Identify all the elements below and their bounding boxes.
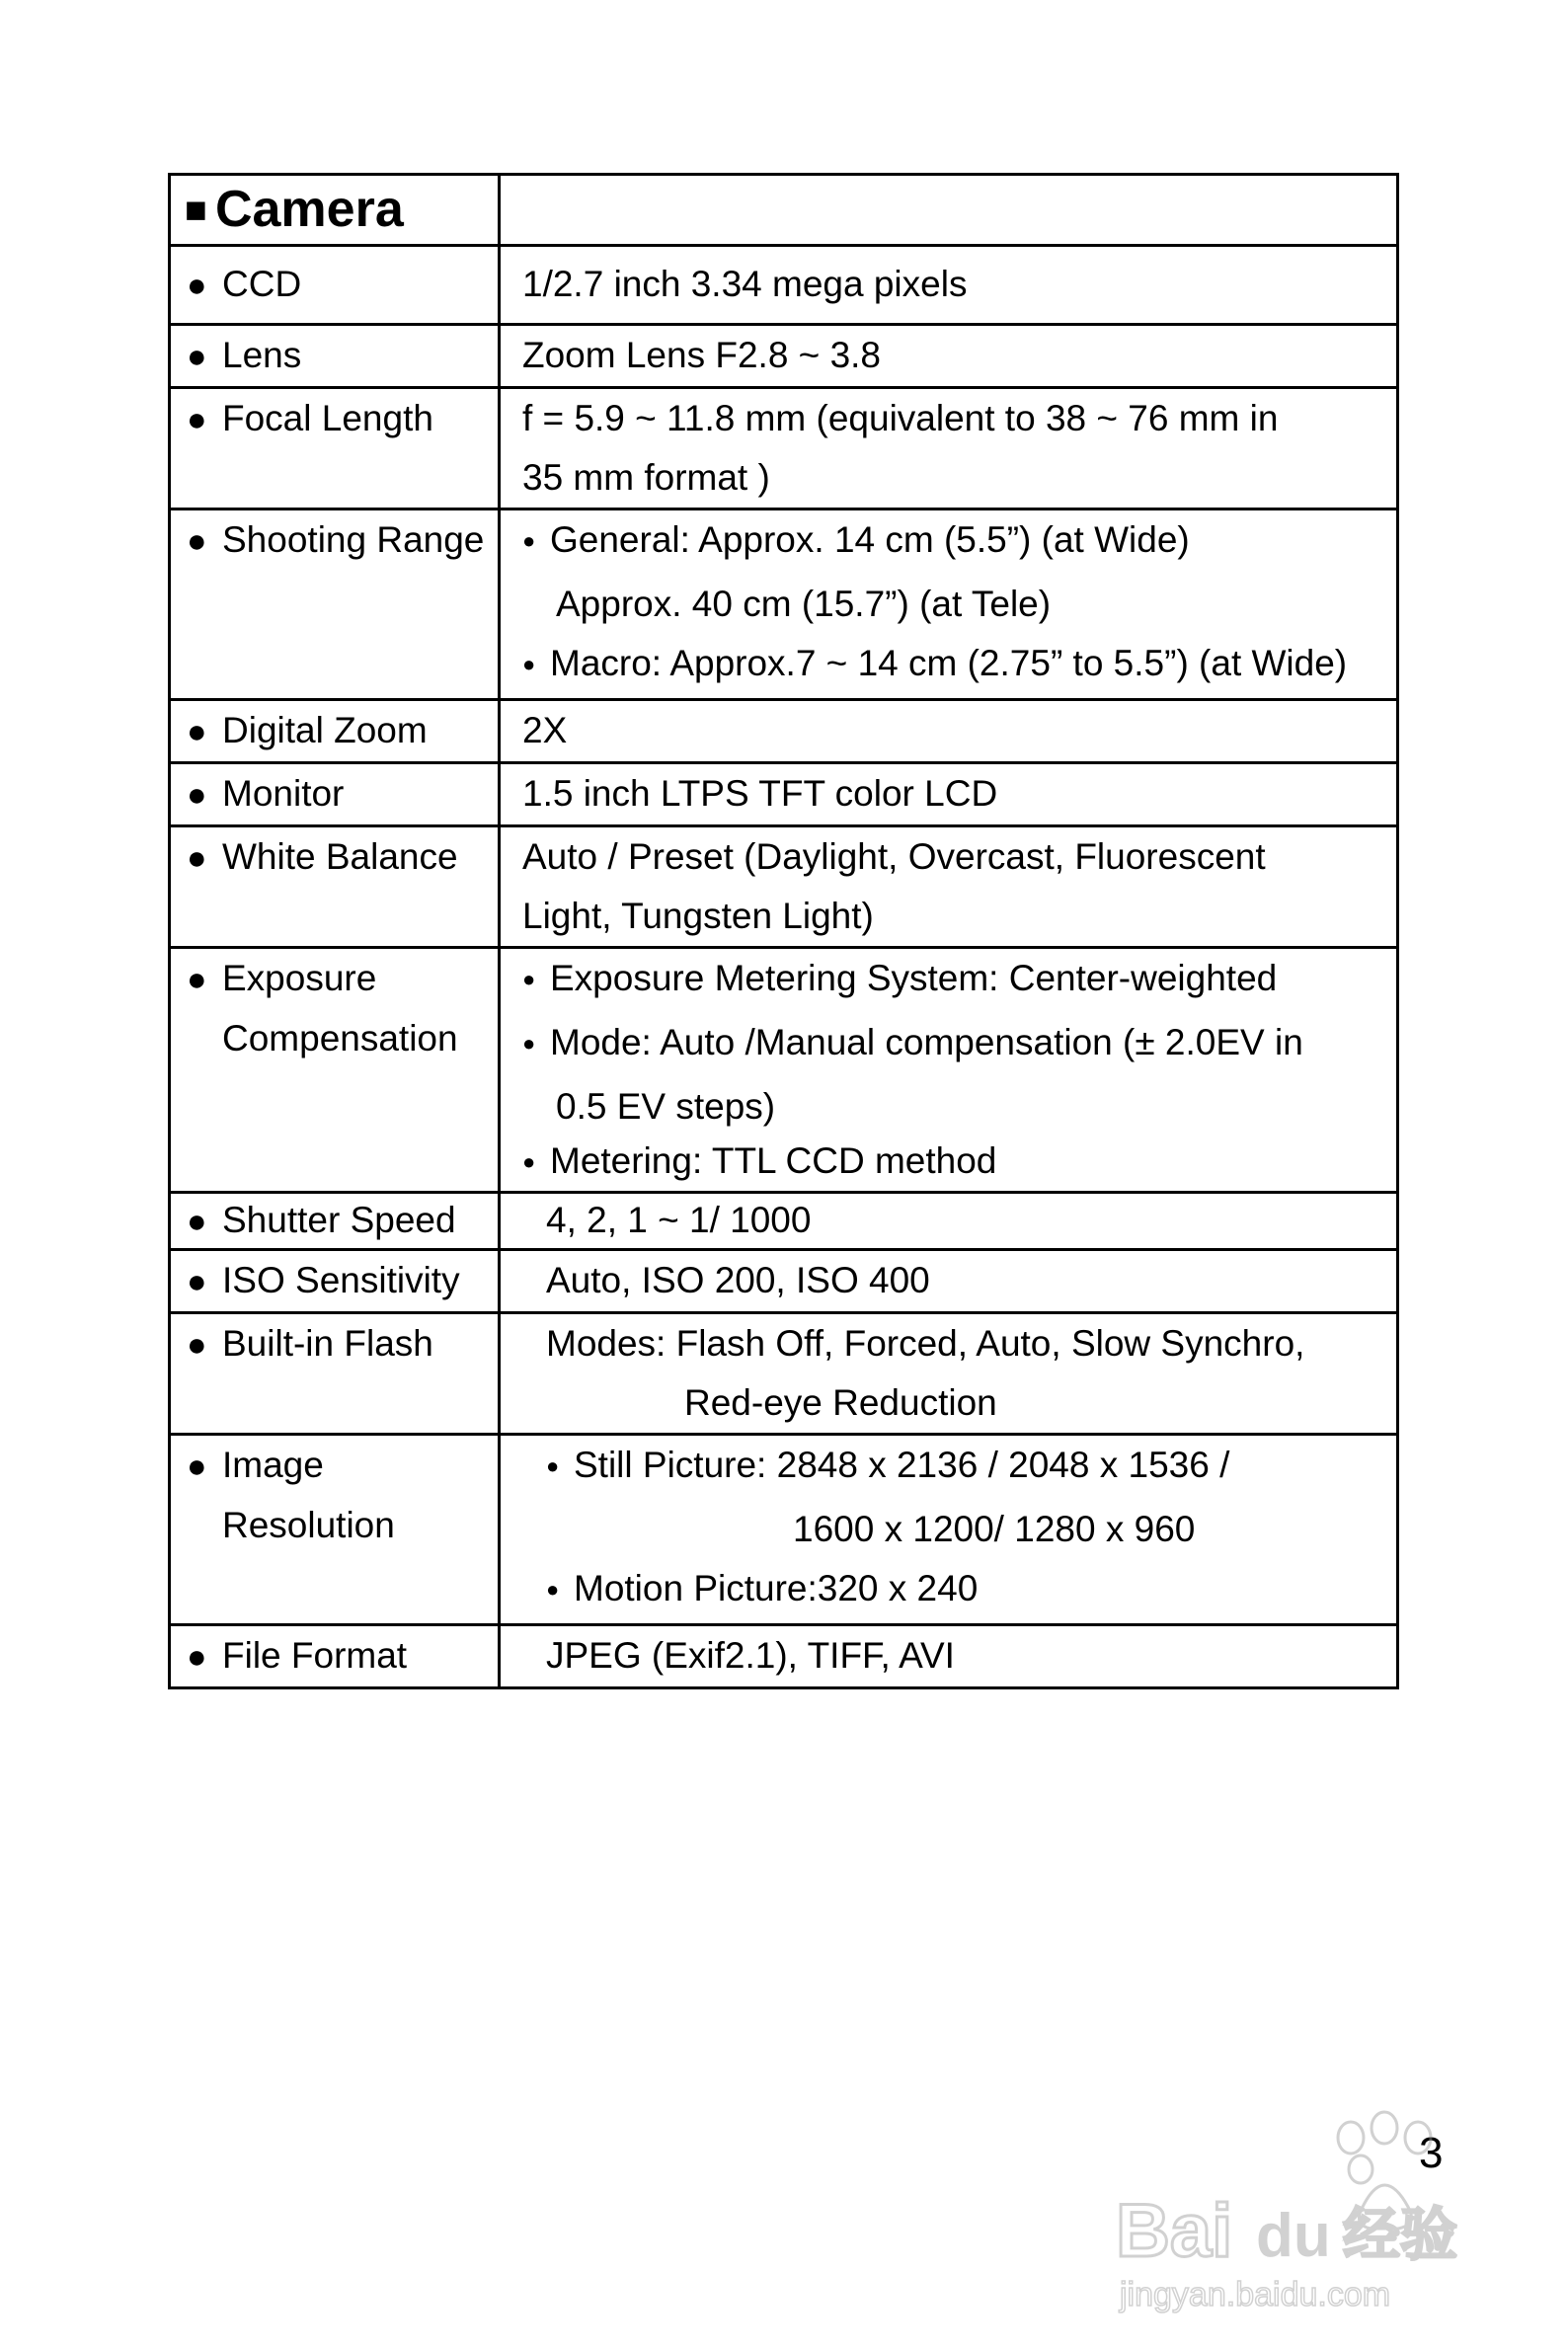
table-row <box>170 1250 1398 1313</box>
table-row <box>170 948 1398 1193</box>
table-row <box>170 246 1398 325</box>
spec-value: Modes: Flash Off, Forced, Auto, Slow Synchro, Red-eye Reduction <box>500 1313 1398 1435</box>
table-row <box>170 509 1398 700</box>
table-header-row <box>170 175 1398 246</box>
watermark-url: jingyan.baidu.com <box>1120 2276 1391 2313</box>
bullet-icon: ● <box>187 1263 207 1300</box>
bullet-icon: ● <box>187 961 207 998</box>
bullet-icon: ● <box>187 267 207 304</box>
page-number: 3 <box>1419 2129 1444 2177</box>
spec-label: ● Lens <box>170 325 500 388</box>
watermark-jingyan: 经验 <box>1343 2201 1458 2268</box>
spec-value: ● Still Picture: 2848 x 2136 / 2048 x 1536 / 1600 x 1200/ 1280 x 960 ● Motion Picture:320 x 240 <box>500 1435 1398 1625</box>
bullet-icon: ● <box>187 401 207 438</box>
bullet-icon: ● <box>187 338 207 375</box>
spec-label: ● Exposure Compensation <box>170 948 500 1193</box>
bullet-icon: ● <box>187 522 207 560</box>
bullet-icon: ● <box>187 776 207 814</box>
small-bullet-icon: ● <box>522 1031 536 1056</box>
table-row <box>170 700 1398 763</box>
spec-value: f = 5.9 ~ 11.8 mm (equivalent to 38 ~ 76 mm in 35 mm format ) <box>500 388 1398 509</box>
table-row <box>170 1313 1398 1435</box>
spec-label: ● File Format <box>170 1625 500 1688</box>
table-row <box>170 826 1398 948</box>
small-bullet-icon: ● <box>522 1149 536 1174</box>
small-bullet-icon: ● <box>522 652 536 676</box>
spec-label: ● Focal Length <box>170 388 500 509</box>
small-bullet-icon: ● <box>522 528 536 553</box>
baidu-jingyan-watermark <box>1106 2108 1491 2315</box>
spec-value: 2X <box>500 700 1398 763</box>
bullet-icon: ● <box>187 1448 207 1485</box>
spec-value: 1.5 inch LTPS TFT color LCD <box>500 763 1398 826</box>
spec-value: Auto / Preset (Daylight, Overcast, Fluorescent Light, Tungsten Light) <box>500 826 1398 948</box>
table-header-empty-cell <box>500 175 1398 246</box>
spec-label: ● CCD <box>170 246 500 325</box>
table-row <box>170 1193 1398 1250</box>
spec-value: ● Exposure Metering System: Center-weighted ● Mode: Auto /Manual compensation (± 2.0EV in 0.5 EV steps) ● Metering: TTL CCD method <box>500 948 1398 1193</box>
table-row <box>170 325 1398 388</box>
spec-label: ● Monitor <box>170 763 500 826</box>
bullet-icon: ● <box>187 1203 207 1240</box>
spec-value: Zoom Lens F2.8 ~ 3.8 <box>500 325 1398 388</box>
spec-label: ● White Balance <box>170 826 500 948</box>
table-row <box>170 1625 1398 1688</box>
small-bullet-icon: ● <box>546 1453 560 1478</box>
bullet-icon: ● <box>187 1326 207 1364</box>
bullet-icon: ● <box>187 839 207 877</box>
spec-value: ● General: Approx. 14 cm (5.5”) (at Wide) Approx. 40 cm (15.7”) (at Tele) ● Macro: Approx.7 ~ 14 cm (2.75” to 5.5”) (at Wide) <box>500 509 1398 700</box>
bullet-icon: ● <box>187 1638 207 1676</box>
table-row <box>170 763 1398 826</box>
table-title: Camera <box>214 181 404 238</box>
table-row <box>170 1435 1398 1625</box>
spec-value: 1/2.7 inch 3.34 mega pixels <box>500 246 1398 325</box>
spec-label: ● Shutter Speed <box>170 1193 500 1250</box>
camera-spec-table <box>168 173 1399 1689</box>
watermark-brand: Bai <box>1116 2189 1233 2273</box>
spec-value: JPEG (Exif2.1), TIFF, AVI <box>500 1625 1398 1688</box>
watermark-brand-du: du <box>1256 2202 1331 2270</box>
spec-value: Auto, ISO 200, ISO 400 <box>500 1250 1398 1313</box>
spec-label: ● ISO Sensitivity <box>170 1250 500 1313</box>
square-bullet-icon: ■ <box>185 190 207 231</box>
spec-label: ● Image Resolution <box>170 1435 500 1625</box>
small-bullet-icon: ● <box>522 967 536 991</box>
spec-label: ● Digital Zoom <box>170 700 500 763</box>
small-bullet-icon: ● <box>546 1577 560 1602</box>
table-row <box>170 388 1398 509</box>
table-title-cell <box>170 175 500 246</box>
bullet-icon: ● <box>187 713 207 750</box>
spec-label: ● Built-in Flash <box>170 1313 500 1435</box>
spec-label: ● Shooting Range <box>170 509 500 700</box>
spec-value: 4, 2, 1 ~ 1/ 1000 <box>500 1193 1398 1250</box>
